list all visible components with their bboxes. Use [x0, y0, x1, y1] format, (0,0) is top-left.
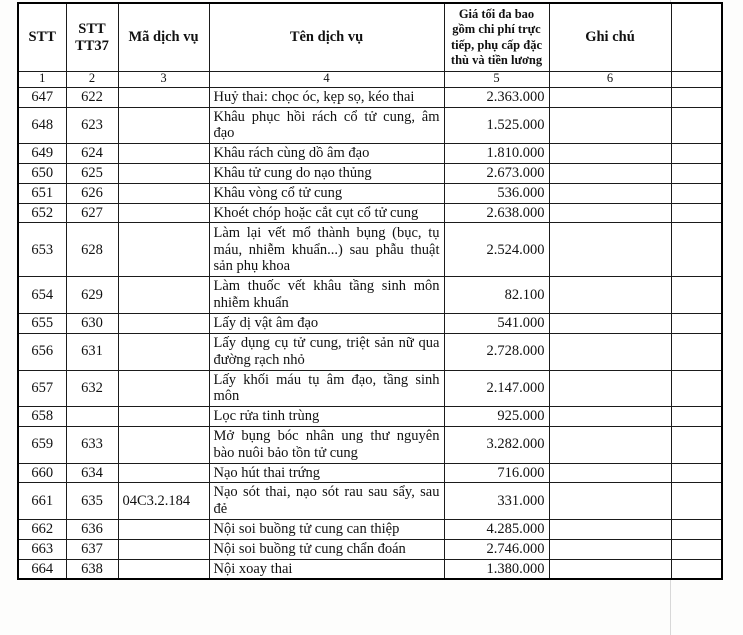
table-row — [18, 559, 722, 579]
cell-service-code — [118, 407, 209, 427]
cell-stt-tt37: 624 — [66, 144, 118, 164]
column-header-tail — [671, 3, 722, 72]
cell-tail — [671, 223, 722, 277]
cell-note — [549, 107, 671, 144]
cell-service-code — [118, 314, 209, 334]
cell-stt-tt37: 625 — [66, 164, 118, 184]
table-row — [18, 314, 722, 334]
column-number-6: 6 — [549, 72, 671, 88]
cell-max-price: 1.525.000 — [444, 107, 549, 144]
cell-service-code — [118, 164, 209, 184]
cell-stt: 654 — [18, 277, 66, 314]
cell-note — [549, 144, 671, 164]
cell-stt-tt37: 634 — [66, 463, 118, 483]
table-row — [18, 144, 722, 164]
cell-max-price: 2.728.000 — [444, 333, 549, 370]
cell-stt-tt37: 628 — [66, 223, 118, 277]
cell-service-code — [118, 277, 209, 314]
cell-stt: 656 — [18, 333, 66, 370]
cell-max-price: 3.282.000 — [444, 426, 549, 463]
cell-note — [549, 333, 671, 370]
cell-service-name: Nạo sót thai, nạo sót rau sau sẩy, sau đẻ — [209, 483, 444, 520]
cell-tail — [671, 107, 722, 144]
cell-max-price: 716.000 — [444, 463, 549, 483]
cell-stt-tt37 — [66, 407, 118, 427]
cell-service-code — [118, 183, 209, 203]
cell-service-code — [118, 87, 209, 107]
cell-stt-tt37: 622 — [66, 87, 118, 107]
column-number-4: 4 — [209, 72, 444, 88]
cell-stt: 653 — [18, 223, 66, 277]
cell-note — [549, 203, 671, 223]
cell-note — [549, 483, 671, 520]
cell-stt: 649 — [18, 144, 66, 164]
cell-stt: 657 — [18, 370, 66, 407]
table-row — [18, 87, 722, 107]
cell-stt-tt37: 636 — [66, 520, 118, 540]
cell-tail — [671, 277, 722, 314]
cell-service-code — [118, 223, 209, 277]
cell-tail — [671, 463, 722, 483]
cell-tail — [671, 333, 722, 370]
table-row — [18, 407, 722, 427]
cell-service-name: Lấy dị vật âm đạo — [209, 314, 444, 334]
cell-service-name: Nội soi buồng tử cung chẩn đoán — [209, 539, 444, 559]
cell-service-name: Huỷ thai: chọc óc, kẹp sọ, kéo thai — [209, 87, 444, 107]
cell-service-code — [118, 559, 209, 579]
cell-service-code — [118, 370, 209, 407]
cell-service-name: Lọc rửa tinh trùng — [209, 407, 444, 427]
cell-service-name: Nội soi buồng tử cung can thiệp — [209, 520, 444, 540]
table-row — [18, 426, 722, 463]
cell-max-price: 1.380.000 — [444, 559, 549, 579]
cell-note — [549, 314, 671, 334]
cell-max-price: 541.000 — [444, 314, 549, 334]
table-row — [18, 539, 722, 559]
cell-tail — [671, 314, 722, 334]
cell-service-name: Làm lại vết mổ thành bụng (bục, tụ máu, nhiễm khuẩn...) sau phẫu thuật sản phụ khoa — [209, 223, 444, 277]
cell-stt: 662 — [18, 520, 66, 540]
column-header-stt-tt37 — [66, 3, 118, 72]
cell-service-code — [118, 426, 209, 463]
table-row — [18, 277, 722, 314]
column-number-tail — [671, 72, 722, 88]
table-row — [18, 183, 722, 203]
cell-note — [549, 407, 671, 427]
cell-max-price: 2.363.000 — [444, 87, 549, 107]
cell-service-name: Khâu phục hồi rách cổ tử cung, âm đạo — [209, 107, 444, 144]
cell-note — [549, 426, 671, 463]
cell-service-name: Nạo hút thai trứng — [209, 463, 444, 483]
header-row — [18, 3, 722, 72]
cell-tail — [671, 520, 722, 540]
cell-max-price: 2.746.000 — [444, 539, 549, 559]
cell-stt: 660 — [18, 463, 66, 483]
cell-service-code — [118, 144, 209, 164]
column-number-5: 5 — [444, 72, 549, 88]
cell-max-price: 2.673.000 — [444, 164, 549, 184]
cell-tail — [671, 164, 722, 184]
cell-stt: 648 — [18, 107, 66, 144]
table-row — [18, 463, 722, 483]
cell-stt: 651 — [18, 183, 66, 203]
cell-note — [549, 87, 671, 107]
table-row — [18, 107, 722, 144]
cell-stt-tt37: 637 — [66, 539, 118, 559]
cell-service-code — [118, 539, 209, 559]
table-row — [18, 333, 722, 370]
cell-stt-tt37: 631 — [66, 333, 118, 370]
table-header — [18, 3, 722, 87]
column-header-max-price: Giá tối đa bao gồm chi phí trực tiếp, phụ cấp đặc thù và tiền lương — [444, 3, 549, 72]
cell-tail — [671, 539, 722, 559]
cell-stt: 664 — [18, 559, 66, 579]
cell-max-price: 925.000 — [444, 407, 549, 427]
cell-service-code — [118, 203, 209, 223]
cell-service-name: Khâu tử cung do nạo thủng — [209, 164, 444, 184]
cell-tail — [671, 183, 722, 203]
column-header-stt-tt37-line1: STT — [78, 20, 106, 37]
column-number-3: 3 — [118, 72, 209, 88]
cell-service-code: 04C3.2.184 — [118, 483, 209, 520]
column-header-service-name: Tên dịch vụ — [209, 3, 444, 72]
cell-tail — [671, 203, 722, 223]
cell-stt-tt37: 626 — [66, 183, 118, 203]
cell-tail — [671, 370, 722, 407]
service-price-table — [17, 2, 723, 580]
column-header-service-code: Mã dịch vụ — [118, 3, 209, 72]
cell-service-name: Làm thuốc vết khâu tầng sinh môn nhiễm khuẩn — [209, 277, 444, 314]
column-header-note: Ghi chú — [549, 3, 671, 72]
cell-note — [549, 277, 671, 314]
cell-stt-tt37: 623 — [66, 107, 118, 144]
cell-tail — [671, 407, 722, 427]
table-row — [18, 203, 722, 223]
column-header-stt-tt37-line2: TT37 — [75, 37, 109, 54]
cell-note — [549, 164, 671, 184]
cell-service-code — [118, 107, 209, 144]
table-row — [18, 223, 722, 277]
cell-stt: 661 — [18, 483, 66, 520]
cell-service-code — [118, 463, 209, 483]
cell-note — [549, 559, 671, 579]
cell-stt-tt37: 635 — [66, 483, 118, 520]
cell-service-name: Nội xoay thai — [209, 559, 444, 579]
column-number-2: 2 — [66, 72, 118, 88]
table-row — [18, 164, 722, 184]
cell-stt-tt37: 632 — [66, 370, 118, 407]
cell-service-name: Khâu vòng cổ tử cung — [209, 183, 444, 203]
cell-stt: 650 — [18, 164, 66, 184]
column-number-1: 1 — [18, 72, 66, 88]
cell-max-price: 536.000 — [444, 183, 549, 203]
cell-tail — [671, 87, 722, 107]
cell-stt: 663 — [18, 539, 66, 559]
table-row — [18, 370, 722, 407]
cell-service-name: Lấy dụng cụ tử cung, triệt sản nữ qua đường rạch nhỏ — [209, 333, 444, 370]
cell-max-price: 2.638.000 — [444, 203, 549, 223]
table-row — [18, 483, 722, 520]
cell-stt-tt37: 627 — [66, 203, 118, 223]
cell-note — [549, 539, 671, 559]
cell-note — [549, 520, 671, 540]
cell-stt: 647 — [18, 87, 66, 107]
cell-max-price: 4.285.000 — [444, 520, 549, 540]
cell-note — [549, 370, 671, 407]
cell-max-price: 2.524.000 — [444, 223, 549, 277]
cell-service-name: Lấy khối máu tụ âm đạo, tầng sinh môn — [209, 370, 444, 407]
column-header-stt: STT — [18, 3, 66, 72]
cell-max-price: 2.147.000 — [444, 370, 549, 407]
cell-stt-tt37: 630 — [66, 314, 118, 334]
cell-stt: 655 — [18, 314, 66, 334]
cell-stt: 659 — [18, 426, 66, 463]
table-row — [18, 520, 722, 540]
cell-max-price: 1.810.000 — [444, 144, 549, 164]
cell-tail — [671, 144, 722, 164]
column-number-row — [18, 72, 722, 88]
cell-stt: 652 — [18, 203, 66, 223]
cell-tail — [671, 559, 722, 579]
cell-service-name: Khoét chóp hoặc cắt cụt cổ tử cung — [209, 203, 444, 223]
cell-note — [549, 223, 671, 277]
cell-tail — [671, 483, 722, 520]
cell-stt-tt37: 629 — [66, 277, 118, 314]
cell-stt: 658 — [18, 407, 66, 427]
cell-note — [549, 463, 671, 483]
cell-service-code — [118, 333, 209, 370]
cell-max-price: 331.000 — [444, 483, 549, 520]
table-body — [18, 87, 722, 579]
cell-stt-tt37: 638 — [66, 559, 118, 579]
cell-note — [549, 183, 671, 203]
cell-service-name: Khâu rách cùng dồ âm đạo — [209, 144, 444, 164]
cell-stt-tt37: 633 — [66, 426, 118, 463]
cell-max-price: 82.100 — [444, 277, 549, 314]
cell-service-name: Mở bụng bóc nhân ung thư nguyên bào nuôi bảo tồn tử cung — [209, 426, 444, 463]
cell-service-code — [118, 520, 209, 540]
cell-tail — [671, 426, 722, 463]
